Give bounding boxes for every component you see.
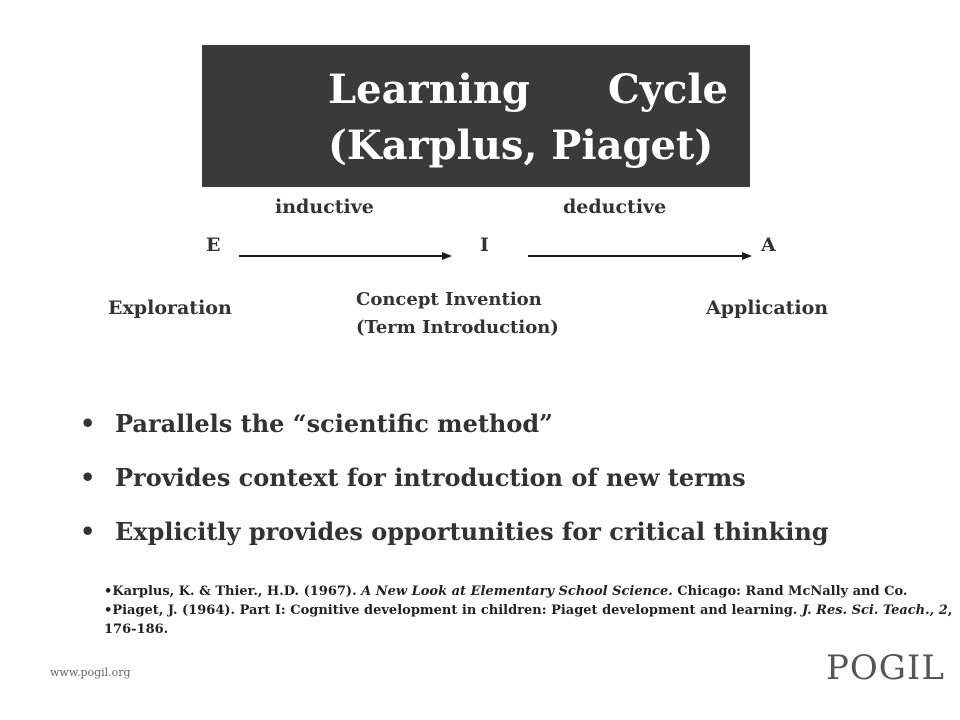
arrow-head-i-to-a [742, 252, 752, 260]
arrow-head-e-to-i [442, 252, 452, 260]
stage-e-letter: E [206, 234, 221, 256]
bullet-item [80, 408, 940, 462]
diagram-arrows [230, 246, 770, 266]
reference-item: •Karplus, K. & Thier., H.D. (1967). A New Look at Elementary School Science. Chicago: Rand McNally and Co. [104, 584, 908, 599]
slide-title-line1 [328, 66, 728, 114]
title-word-learning: Learning [328, 66, 530, 113]
bullet-item [80, 516, 940, 570]
slide-title-line2: (Karplus, Piaget) [328, 122, 714, 169]
footer-url[interactable]: www.pogil.org [50, 666, 131, 679]
references [104, 582, 954, 639]
application-label: Application [706, 297, 829, 319]
bullet-text: Explicitly provides opportunities for critical thinking [115, 517, 829, 546]
deductive-label: deductive [563, 196, 667, 218]
reference-item: •Piaget, J. (1964). Part I: Cognitive development in children: Piaget development and learning. J. Res. Sci. Teach., 2, 176-186. [104, 603, 953, 637]
stage-i-letter: I [480, 234, 489, 256]
concept-invention-label: Concept Invention [356, 289, 542, 310]
pogil-logo: POGIL [826, 648, 945, 688]
bullet-dot: • [80, 463, 96, 492]
stage-a-letter: A [761, 234, 776, 256]
bullet-item [80, 462, 940, 516]
bullet-dot: • [80, 409, 96, 438]
term-introduction-label: (Term Introduction) [356, 317, 559, 338]
exploration-label: Exploration [108, 297, 232, 319]
bullet-text: Parallels the “scientific method” [115, 409, 553, 438]
bullet-dot: • [80, 517, 96, 546]
bullet-list [80, 408, 940, 570]
inductive-label: inductive [275, 196, 374, 218]
bullet-text: Provides context for introduction of new terms [115, 463, 746, 492]
title-word-cycle: Cycle [607, 66, 728, 113]
